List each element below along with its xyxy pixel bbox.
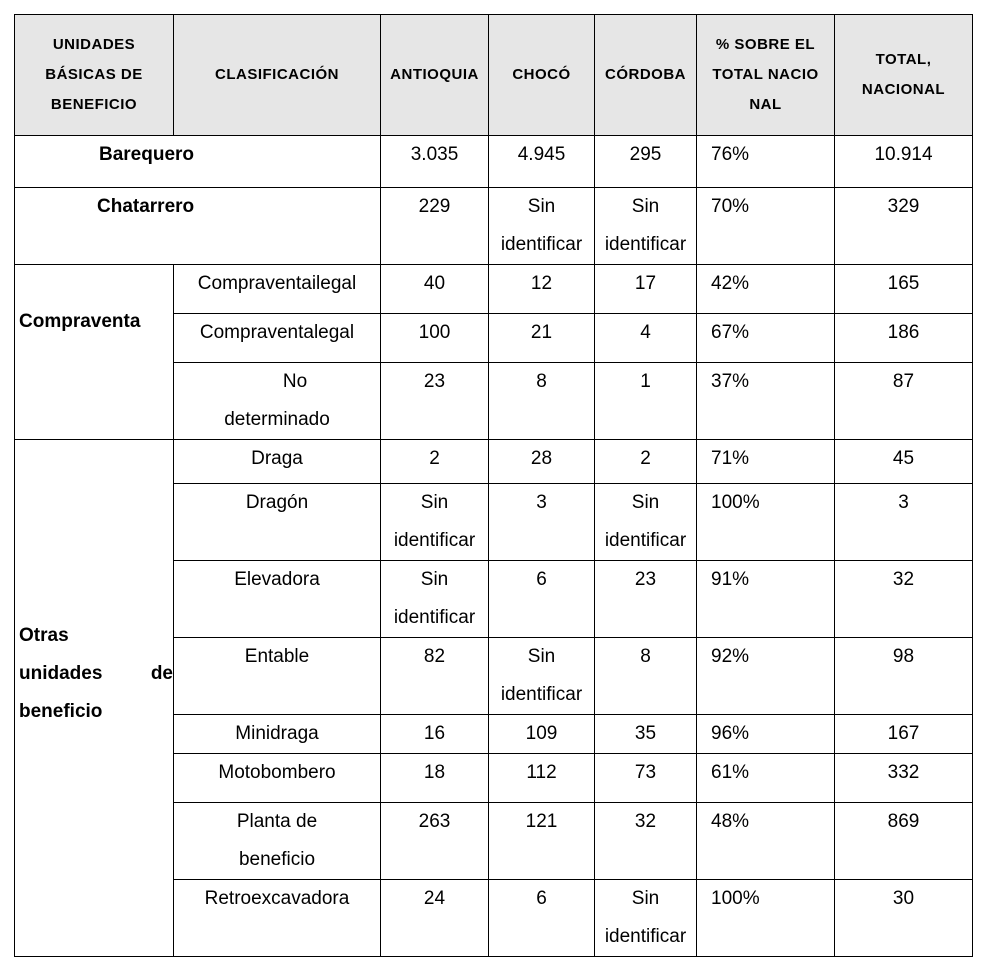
cell-antioquia: 16 xyxy=(381,715,489,754)
cell-antioquia: 18 xyxy=(381,754,489,803)
cell-cordoba: Sin identificar xyxy=(595,880,697,957)
cell-antioquia: 23 xyxy=(381,363,489,440)
cell-total: 167 xyxy=(835,715,973,754)
table-row-chatarrero xyxy=(15,188,973,265)
cell-total: 98 xyxy=(835,638,973,715)
row-label: Retroexcavadora xyxy=(174,880,381,957)
cell-cordoba: 295 xyxy=(595,136,697,188)
cell-cordoba: 35 xyxy=(595,715,697,754)
header-total-nacional: TOTAL, NACIONAL xyxy=(835,15,973,136)
header-antioquia: ANTIOQUIA xyxy=(381,15,489,136)
cell-antioquia: 100 xyxy=(381,314,489,363)
cell-total: 186 xyxy=(835,314,973,363)
row-label-chatarrero: Chatarrero xyxy=(15,188,381,265)
header-pct-nacional: % SOBRE EL TOTAL NACIO NAL xyxy=(697,15,835,136)
header-cordoba: CÓRDOBA xyxy=(595,15,697,136)
cell-antioquia: 40 xyxy=(381,265,489,314)
table-row xyxy=(15,440,973,484)
cell-antioquia: 3.035 xyxy=(381,136,489,188)
cell-choco: 21 xyxy=(489,314,595,363)
cell-choco: 112 xyxy=(489,754,595,803)
header-choco: CHOCÓ xyxy=(489,15,595,136)
cell-choco: 6 xyxy=(489,880,595,957)
cell-cordoba: 8 xyxy=(595,638,697,715)
row-label: Entable xyxy=(174,638,381,715)
row-label: Compraventalegal xyxy=(174,314,381,363)
cell-total: 332 xyxy=(835,754,973,803)
cell-choco: 3 xyxy=(489,484,595,561)
header-row xyxy=(15,15,973,136)
cell-total: 45 xyxy=(835,440,973,484)
row-label: Planta de beneficio xyxy=(174,803,381,880)
cell-total: 32 xyxy=(835,561,973,638)
row-label-barequero: Barequero xyxy=(15,136,381,188)
cell-pct: 67% xyxy=(697,314,835,363)
cell-pct: 42% xyxy=(697,265,835,314)
cell-total: 165 xyxy=(835,265,973,314)
cell-pct: 71% xyxy=(697,440,835,484)
header-unidades: UNIDADES BÁSICAS DE BENEFICIO xyxy=(15,15,174,136)
row-label: Dragón xyxy=(174,484,381,561)
cell-choco: 28 xyxy=(489,440,595,484)
cell-cordoba: 1 xyxy=(595,363,697,440)
cell-choco: 12 xyxy=(489,265,595,314)
row-label: Elevadora xyxy=(174,561,381,638)
cell-pct: 37% xyxy=(697,363,835,440)
group-label-compraventa: Compraventa xyxy=(15,265,174,440)
cell-antioquia: Sin identificar xyxy=(381,484,489,561)
cell-cordoba: 23 xyxy=(595,561,697,638)
cell-total: 3 xyxy=(835,484,973,561)
cell-antioquia: 82 xyxy=(381,638,489,715)
cell-choco: 109 xyxy=(489,715,595,754)
cell-antioquia: 229 xyxy=(381,188,489,265)
cell-choco: Sin identificar xyxy=(489,638,595,715)
cell-pct: 76% xyxy=(697,136,835,188)
cell-cordoba: Sin identificar xyxy=(595,188,697,265)
cell-cordoba: 73 xyxy=(595,754,697,803)
cell-cordoba: 4 xyxy=(595,314,697,363)
cell-total: 87 xyxy=(835,363,973,440)
cell-antioquia: Sin identificar xyxy=(381,561,489,638)
row-label: Minidraga xyxy=(174,715,381,754)
cell-total: 30 xyxy=(835,880,973,957)
cell-pct: 100% xyxy=(697,484,835,561)
row-label: No determinado xyxy=(174,363,381,440)
cell-choco: 4.945 xyxy=(489,136,595,188)
cell-cordoba: Sin identificar xyxy=(595,484,697,561)
cell-pct: 92% xyxy=(697,638,835,715)
cell-choco: 6 xyxy=(489,561,595,638)
cell-cordoba: 2 xyxy=(595,440,697,484)
cell-pct: 61% xyxy=(697,754,835,803)
cell-total: 10.914 xyxy=(835,136,973,188)
group-label-otras: Otras unidades de beneficio xyxy=(15,440,174,957)
cell-total: 329 xyxy=(835,188,973,265)
mining-units-table xyxy=(14,14,973,957)
cell-total: 869 xyxy=(835,803,973,880)
cell-cordoba: 17 xyxy=(595,265,697,314)
table-row xyxy=(15,265,973,314)
cell-choco: 8 xyxy=(489,363,595,440)
cell-pct: 91% xyxy=(697,561,835,638)
cell-cordoba: 32 xyxy=(595,803,697,880)
cell-antioquia: 2 xyxy=(381,440,489,484)
cell-choco: Sin identificar xyxy=(489,188,595,265)
row-label: Motobombero xyxy=(174,754,381,803)
cell-antioquia: 263 xyxy=(381,803,489,880)
table-row-barequero xyxy=(15,136,973,188)
cell-choco: 121 xyxy=(489,803,595,880)
cell-pct: 70% xyxy=(697,188,835,265)
row-label: Compraventailegal xyxy=(174,265,381,314)
cell-antioquia: 24 xyxy=(381,880,489,957)
cell-pct: 100% xyxy=(697,880,835,957)
row-label: Draga xyxy=(174,440,381,484)
cell-pct: 48% xyxy=(697,803,835,880)
header-clasificacion: CLASIFICACIÓN xyxy=(174,15,381,136)
cell-pct: 96% xyxy=(697,715,835,754)
